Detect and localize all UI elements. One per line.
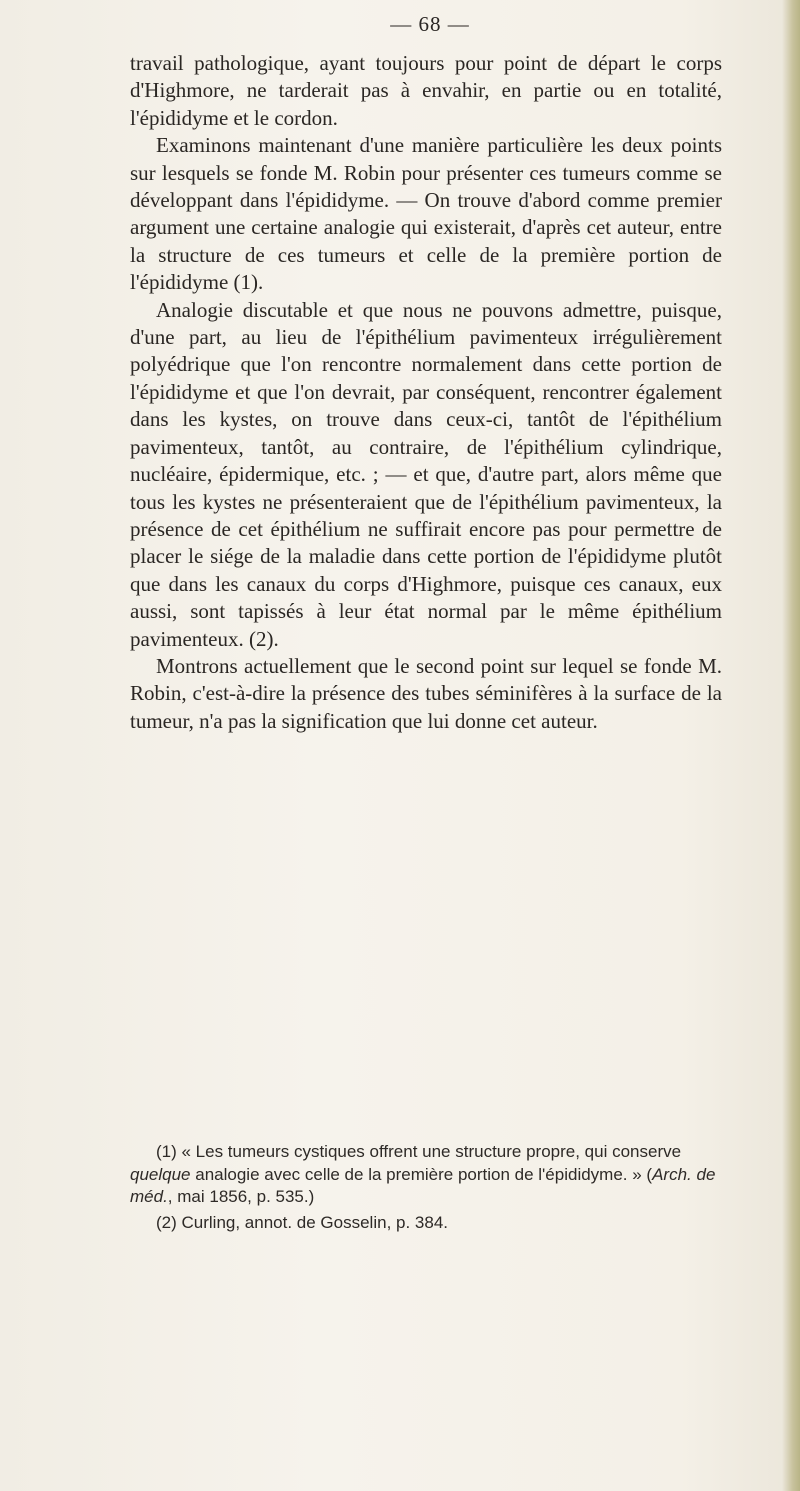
page-number: — 68 — (390, 12, 470, 36)
footnote-1-text-a: (1) « Les tumeurs cystiques offrent une structure propre, qui conserve (156, 1142, 682, 1161)
paragraph-examinons: Examinons maintenant d'une manière particulière les deux points sur lesquels se fonde M. Robin pour présenter ces tumeurs comme se développant dans l'épididyme. — On trouve d'abord comme premier argument une certaine analogie qui existerait, d'après cet auteur, entre la structure de ces tumeurs et celle de la première portion de l'épididyme (1). (130, 133, 722, 295)
paragraph-analogie: Analogie discutable et que nous ne pouvons admettre, puisque, d'une part, au lieu de l'épithélium pavimenteux irrégulièrement polyédrique que l'on rencontre normalement dans cette portion de l'épididyme et que l'on devrait, par conséquent, rencontrer également dans les kystes, on trouve dans ceux-ci, tantôt de l'épithélium pavimenteux, tantôt, au contraire, de l'épithélium cylindrique, nucléaire, épidermique, etc. ; — et que, d'autre part, alors même que tous les kystes ne présenteraient que de l'épithélium pavimenteux, la présence de cet épithélium ne suffirait encore pas pour permettre de placer le siége de la maladie dans cette portion de l'épididyme plutôt que dans les canaux du corps d'Highmore, puisque ces canaux, eux aussi, sont tapissés à leur état normal par le même épithélium pavimenteux. (2). (130, 297, 722, 651)
footnotes (130, 1141, 722, 1234)
footnote-1-text-b: analogie avec celle de la première portion de l'épididyme. » ( (190, 1164, 653, 1184)
footnote-1-text-c: , mai 1856, p. 535.) (167, 1187, 315, 1206)
paragraph-continuation: travail pathologique, ayant toujours pour point de départ le corps d'Highmore, ne tarderait pas à envahir, en partie ou en totalité, l'épididyme et le cordon. (130, 51, 722, 130)
paragraph-montrons: Montrons actuellement que le second point sur lequel se fonde M. Robin, c'est-à-dire la présence des tubes séminifères à la surface de la tumeur, n'a pas la signification que lui donne cet auteur. (130, 653, 722, 733)
footnote-1-source: Arch. de méd. (130, 1164, 716, 1206)
page-edge-shadow (782, 0, 800, 1491)
body-text (130, 50, 722, 735)
footnote-1-italic-word: quelque (130, 1164, 191, 1184)
footnote-2: (2) Curling, annot. de Gosselin, p. 384. (156, 1212, 448, 1232)
footnote-1 (130, 1141, 722, 1209)
